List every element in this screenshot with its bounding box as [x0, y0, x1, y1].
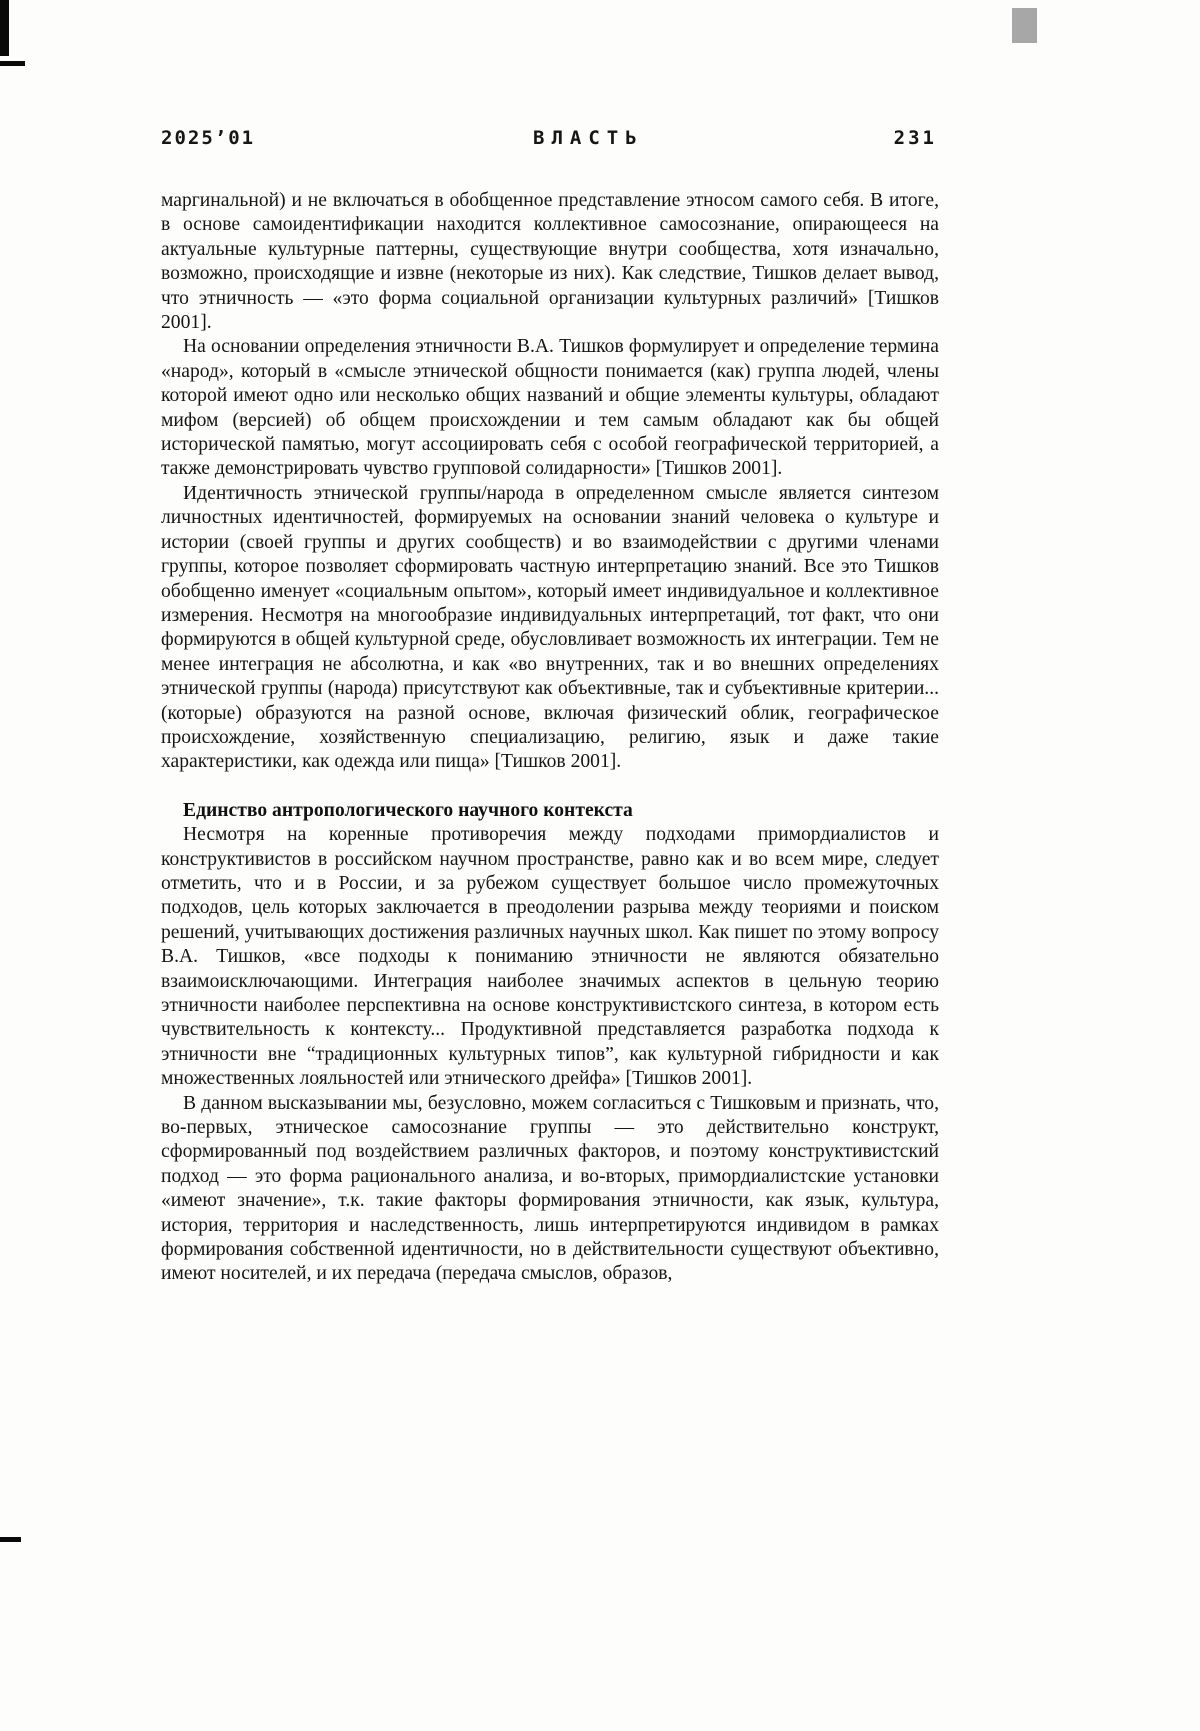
- section-heading: Единство антропологического научного контекста: [183, 799, 633, 821]
- page-number: 231: [893, 127, 937, 149]
- issue-label: 2025’01: [161, 127, 256, 149]
- scan-artifact-gray-box: [1012, 8, 1037, 43]
- paragraph: В данном высказывании мы, безусловно, можем согласиться с Тишковым и признать, что, во-первых, этническое самосознание группы — это действительно конструкт, сформированный под воздействием различных факторов, и поэтому конструктивистский подход — это форма рационального анализа, и во-вторых, примордиалистские установки «имеют значение», т.к. такие факторы формирования этничности, как язык, культура, история, территория и наследственность, лишь интерпретируются индивидом в рамках формирования собственной идентичности, но в действительности существуют объективно, имеют носителей, и их передача (передача смыслов, образов,: [161, 1092, 939, 1285]
- journal-title: ВЛАСТЬ: [533, 127, 644, 149]
- scan-artifact-tick-top: [0, 61, 25, 66]
- scan-artifact-corner: [0, 0, 9, 56]
- paragraph: Несмотря на коренные противоречия между подходами примордиалистов и конструктивистов в российском научном пространстве, равно как и во всем мире, следует отметить, что и в России, и за рубежом существует большое число промежуточных подходов, цель которых заключается в преодолении разрыва между теориями и поиском решений, учитывающих достижения различных научных школ. Как пишет по этому вопросу В.А. Тишков, «все подходы к пониманию этничности не являются обязательно взаимоисключающими. Интеграция наиболее значимых аспектов в цельную теорию этничности наиболее перспективна на основе конструктивистского синтеза, в котором есть чувствительность к контексту... Продуктивной представляется разработка подхода к этничности вне “традиционных культурных типов”, как культурной гибридности и как множественных лояльностей или этнического дрейфа» [Тишков 2001].: [161, 824, 939, 1090]
- article-body: [161, 189, 939, 1287]
- page-header: [161, 127, 937, 149]
- scan-artifact-tick-bottom: [0, 1537, 21, 1542]
- paragraph: Идентичность этнической группы/народа в определенном смысле является синтезом личностных идентичностей, формируемых на основании знаний человека о культуре и истории (своей группы и других сообществ) и во взаимодействии с другими членами группы, которое позволяет сформировать частную интерпретацию знаний. Все это Тишков обобщенно именует «социальным опытом», который имеет индивидуальное и коллективное измерения. Несмотря на многообразие индивидуальных интерпретаций, тот факт, что они формируются в общей культурной среде, обусловливает возможность их интеграции. Тем не менее интеграция не абсолютна, и как «во внутренних, так и во внешних определениях этнической группы (народа) присутствуют как объективные, так и субъективные критерии... (которые) образуются на разной основе, включая физический облик, географическое происхождение, хозяйственную специализацию, религию, язык и даже такие характеристики, как одежда или пища» [Тишков 2001].: [161, 482, 939, 773]
- paragraph-continuation: маргинальной) и не включаться в обобщенное представление этносом самого себя. В итоге, в основе самоидентификации находится коллективное самосознание, опирающееся на актуальные культурные паттерны, существующие внутри сообщества, хотя изначально, возможно, происходящие и извне (некоторые из них). Как следствие, Тишков делает вывод, что этничность — «это форма социальной организации культурных различий» [Тишков 2001].: [161, 190, 939, 334]
- paragraph: На основании определения этничности В.А. Тишков формулирует и определение термина «народ», который в «смысле этнической общности понимается (как) группа людей, члены которой имеют одно или несколько общих названий и общие элементы культуры, обладают мифом (версией) об общем происхождении и тем самым обладают как бы общей исторической памятью, могут ассоциировать себя с особой географической территорией, а также демонстрировать чувство групповой солидарности» [Тишков 2001].: [161, 336, 939, 480]
